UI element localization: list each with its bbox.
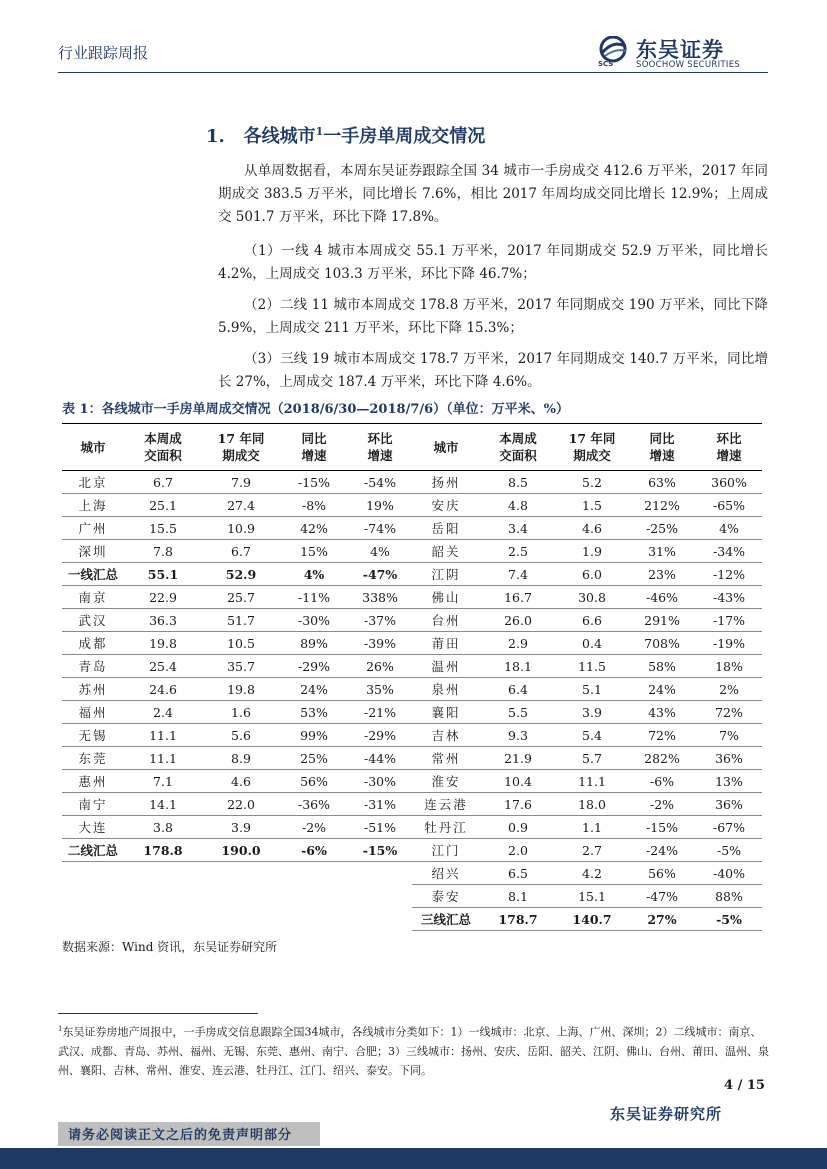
cell-wow: -54%: [348, 471, 412, 494]
cell-wow: -47%: [348, 563, 412, 586]
footnote-ref[interactable]: 1: [315, 125, 324, 138]
footnote: [58, 1020, 770, 1080]
cell-wow: -5%: [696, 908, 762, 931]
cell-yoy: -29%: [280, 655, 348, 678]
cell-week: 19.8: [124, 632, 202, 655]
cell-week: 3.4: [480, 517, 556, 540]
cell-yoy: 72%: [628, 724, 696, 747]
cell-yoy: 23%: [628, 563, 696, 586]
cell-yoy: -15%: [280, 471, 348, 494]
cell-yoy: -30%: [280, 609, 348, 632]
cell-week: 4.8: [480, 494, 556, 517]
table-row: [62, 632, 762, 655]
cell-week: 8.5: [480, 471, 556, 494]
cell-city: 北京: [62, 471, 124, 494]
cell-wow: 26%: [348, 655, 412, 678]
cell-yoy: 89%: [280, 632, 348, 655]
cell-wow: 4%: [696, 517, 762, 540]
cell-week: 14.1: [124, 793, 202, 816]
empty-cell: [348, 885, 412, 908]
cell-week: 18.1: [480, 655, 556, 678]
cell-wow: -17%: [696, 609, 762, 632]
cell-yoy: 4%: [280, 563, 348, 586]
cell-ly: 5.2: [556, 471, 628, 494]
cell-yoy: 31%: [628, 540, 696, 563]
cell-ly: 22.0: [202, 793, 280, 816]
cell-wow: 338%: [348, 586, 412, 609]
table-row: [62, 839, 762, 862]
cell-week: 6.7: [124, 471, 202, 494]
cell-yoy: 24%: [628, 678, 696, 701]
cell-city: 武汉: [62, 609, 124, 632]
cell-wow: -44%: [348, 747, 412, 770]
table-row: [62, 816, 762, 839]
cell-ly: 5.1: [556, 678, 628, 701]
cell-yoy: 58%: [628, 655, 696, 678]
table-row: [62, 586, 762, 609]
cell-wow: -43%: [696, 586, 762, 609]
cell-ly: 4.6: [202, 770, 280, 793]
cell-ly: 51.7: [202, 609, 280, 632]
cell-week: 5.5: [480, 701, 556, 724]
section-title: [206, 122, 485, 148]
col-header-city: 城市: [62, 424, 124, 471]
cell-yoy: 99%: [280, 724, 348, 747]
cell-ly: 10.9: [202, 517, 280, 540]
cell-wow: -29%: [348, 724, 412, 747]
cell-week: 11.1: [124, 724, 202, 747]
cell-wow: 35%: [348, 678, 412, 701]
table-row: [62, 563, 762, 586]
cell-week: 2.4: [124, 701, 202, 724]
cell-wow: -19%: [696, 632, 762, 655]
cell-yoy: 56%: [280, 770, 348, 793]
cell-week: 178.8: [124, 839, 202, 862]
cell-wow: -65%: [696, 494, 762, 517]
cell-city: 南京: [62, 586, 124, 609]
cell-week: 15.5: [124, 517, 202, 540]
cell-wow: 360%: [696, 471, 762, 494]
cell-yoy: -15%: [628, 816, 696, 839]
cell-ly: 7.9: [202, 471, 280, 494]
cell-city: 苏州: [62, 678, 124, 701]
cell-ly: 4.6: [556, 517, 628, 540]
cell-week: 6.4: [480, 678, 556, 701]
cell-ly: 6.6: [556, 609, 628, 632]
cell-ly: 5.4: [556, 724, 628, 747]
cell-city: 上海: [62, 494, 124, 517]
cell-yoy: -11%: [280, 586, 348, 609]
cell-wow: -40%: [696, 862, 762, 885]
cell-city: 泰安: [412, 885, 480, 908]
cell-ly: 1.6: [202, 701, 280, 724]
cell-wow: -31%: [348, 793, 412, 816]
disclaimer-text: 请务必阅读正文之后的免责声明部分: [68, 1128, 293, 1143]
section-title-text: 各线城市: [243, 126, 316, 147]
table-row: [62, 724, 762, 747]
cell-wow: -74%: [348, 517, 412, 540]
cell-city: 二线汇总: [62, 839, 124, 862]
cell-wow: 7%: [696, 724, 762, 747]
cell-week: 2.9: [480, 632, 556, 655]
cell-ly: 3.9: [202, 816, 280, 839]
data-source: 数据来源：Wind 资讯，东吴证券研究所: [62, 940, 278, 954]
cell-city: 扬州: [412, 471, 480, 494]
cell-yoy: 15%: [280, 540, 348, 563]
col-header-week-right: 本周成 交面积: [480, 424, 556, 471]
table-row: [62, 471, 762, 494]
cell-week: 11.1: [124, 747, 202, 770]
empty-cell: [280, 862, 348, 885]
cell-wow: 36%: [696, 747, 762, 770]
cell-city: 惠州: [62, 770, 124, 793]
cell-wow: -21%: [348, 701, 412, 724]
table-row: [62, 517, 762, 540]
empty-cell: [124, 908, 202, 931]
cell-city: 大连: [62, 816, 124, 839]
cell-week: 7.8: [124, 540, 202, 563]
table-row: [62, 540, 762, 563]
cell-ly: 27.4: [202, 494, 280, 517]
tier1-paragraph: （1）一线 4 城市本周成交 55.1 万平米，2017 年同期成交 52.9 万平米，同比增长 4.2%，上周成交 103.3 万平米，环比下降 46.7%；: [218, 243, 768, 282]
footnote-mark: 1: [58, 1025, 63, 1033]
cell-ly: 1.5: [556, 494, 628, 517]
cell-week: 2.5: [480, 540, 556, 563]
brand-name-cn: 东吴证券: [636, 38, 724, 62]
cell-ly: 35.7: [202, 655, 280, 678]
col-header-lastyear: 17 年同 期成交: [202, 424, 280, 471]
cell-wow: 2%: [696, 678, 762, 701]
cell-yoy: -47%: [628, 885, 696, 908]
cell-yoy: 708%: [628, 632, 696, 655]
cell-yoy: 63%: [628, 471, 696, 494]
section-number: 1.: [206, 126, 225, 147]
cell-yoy: 53%: [280, 701, 348, 724]
cell-ly: 5.6: [202, 724, 280, 747]
cell-week: 6.5: [480, 862, 556, 885]
col-header-week: 本周成 交面积: [124, 424, 202, 471]
cell-city: 三线汇总: [412, 908, 480, 931]
cell-city: 青岛: [62, 655, 124, 678]
report-type-label: 行业跟踪周报: [58, 44, 149, 62]
tier3-paragraph: （3）三线 19 城市本周成交 178.7 万平米，2017 年同期成交 140.7 万平米，同比增长 27%，上周成交 187.4 万平米，环比下降 4.6%。: [218, 351, 768, 390]
cell-city: 淮安: [412, 770, 480, 793]
cell-ly: 10.5: [202, 632, 280, 655]
cell-week: 21.9: [480, 747, 556, 770]
cell-ly: 140.7: [556, 908, 628, 931]
cell-ly: 18.0: [556, 793, 628, 816]
cell-week: 16.7: [480, 586, 556, 609]
cell-wow: 18%: [696, 655, 762, 678]
cell-ly: 1.9: [556, 540, 628, 563]
table-row: [62, 747, 762, 770]
cell-week: 36.3: [124, 609, 202, 632]
cell-ly: 15.1: [556, 885, 628, 908]
empty-cell: [62, 908, 124, 931]
cell-yoy: 212%: [628, 494, 696, 517]
cell-ly: 19.8: [202, 678, 280, 701]
section-title-text-2: 一手房单周成交情况: [323, 126, 486, 147]
cell-city: 温州: [412, 655, 480, 678]
empty-cell: [348, 862, 412, 885]
footer-institute: 东吴证券研究所: [610, 1105, 723, 1123]
cell-ly: 30.8: [556, 586, 628, 609]
cell-wow: 88%: [696, 885, 762, 908]
table-row: [62, 862, 762, 885]
cell-wow: -51%: [348, 816, 412, 839]
empty-cell: [62, 862, 124, 885]
cell-city: 南宁: [62, 793, 124, 816]
cell-city: 绍兴: [412, 862, 480, 885]
cell-wow: -15%: [348, 839, 412, 862]
brand-abbr: SCS: [598, 60, 614, 68]
cell-city: 连云港: [412, 793, 480, 816]
cell-yoy: 24%: [280, 678, 348, 701]
cell-wow: 36%: [696, 793, 762, 816]
footer-band: [0, 1148, 827, 1169]
cell-city: 安庆: [412, 494, 480, 517]
cell-city: 韶关: [412, 540, 480, 563]
cell-city: 台州: [412, 609, 480, 632]
table-row: [62, 908, 762, 931]
cell-city: 福州: [62, 701, 124, 724]
col-header-wow-right: 环比 增速: [696, 424, 762, 471]
header-rule: [58, 72, 768, 73]
cell-ly: 1.1: [556, 816, 628, 839]
cell-wow: -37%: [348, 609, 412, 632]
cell-yoy: 56%: [628, 862, 696, 885]
cell-week: 25.4: [124, 655, 202, 678]
cell-wow: -67%: [696, 816, 762, 839]
cell-city: 襄阳: [412, 701, 480, 724]
empty-cell: [62, 885, 124, 908]
empty-cell: [280, 885, 348, 908]
cell-ly: 52.9: [202, 563, 280, 586]
cell-yoy: 291%: [628, 609, 696, 632]
cell-ly: 0.4: [556, 632, 628, 655]
table-row: [62, 885, 762, 908]
cell-week: 0.9: [480, 816, 556, 839]
cell-week: 9.3: [480, 724, 556, 747]
cell-city: 江门: [412, 839, 480, 862]
cell-city: 成都: [62, 632, 124, 655]
cell-yoy: -8%: [280, 494, 348, 517]
summary-paragraph: 从单周数据看，本周东吴证券跟踪全国 34 城市一手房成交 412.6 万平米，2017 年同期成交 383.5 万平米，同比增长 7.6%，相比 2017 年周均成交同比增长 12.9%；上周成交 501.7 万平米，环比下降 17.8%。: [218, 163, 768, 225]
cell-ly: 11.1: [556, 770, 628, 793]
cell-week: 25.1: [124, 494, 202, 517]
empty-cell: [202, 908, 280, 931]
cell-week: 22.9: [124, 586, 202, 609]
cell-city: 东莞: [62, 747, 124, 770]
table-row: [62, 701, 762, 724]
cell-week: 3.8: [124, 816, 202, 839]
cell-yoy: -2%: [280, 816, 348, 839]
table-row: [62, 678, 762, 701]
cell-week: 2.0: [480, 839, 556, 862]
cell-yoy: -25%: [628, 517, 696, 540]
cell-yoy: 42%: [280, 517, 348, 540]
cell-wow: -34%: [696, 540, 762, 563]
cell-wow: -5%: [696, 839, 762, 862]
table-row: [62, 770, 762, 793]
col-header-yoy: 同比 增速: [280, 424, 348, 471]
col-header-city-right: 城市: [412, 424, 480, 471]
cell-city: 常州: [412, 747, 480, 770]
brand-name-en: SOOCHOW SECURITIES: [636, 60, 741, 70]
col-header-yoy-right: 同比 增速: [628, 424, 696, 471]
cell-city: 深圳: [62, 540, 124, 563]
cell-week: 55.1: [124, 563, 202, 586]
city-transaction-table: [62, 423, 762, 931]
table-header-row: [62, 424, 762, 471]
cell-wow: -39%: [348, 632, 412, 655]
cell-yoy: -36%: [280, 793, 348, 816]
footnote-text: 东吴证券房地产周报中，一手房成交信息跟踪全国34城市，各线城市分类如下：1）一线城市：北京、上海、广州、深圳；2）二线城市：南京、武汉、成都、青岛、苏州、福州、无锡、东莞、惠州、南宁、合肥；3）三线城市：扬州、安庆、岳阳、韶关、江阴、佛山、台州、莆田、温州、泉州、襄阳、吉林、常州、淮安、连云港、牡丹江、江门、绍兴、泰安。下同。: [58, 1025, 769, 1077]
cell-week: 17.6: [480, 793, 556, 816]
cell-week: 24.6: [124, 678, 202, 701]
page-number: 4 / 15: [724, 1078, 765, 1093]
cell-ly: 8.9: [202, 747, 280, 770]
cell-city: 无锡: [62, 724, 124, 747]
empty-cell: [202, 885, 280, 908]
tier2-paragraph: （2）二线 11 城市本周成交 178.8 万平米，2017 年同期成交 190 万平米，同比下降 5.9%，上周成交 211 万平米，环比下降 15.3%；: [218, 297, 768, 336]
cell-ly: 3.9: [556, 701, 628, 724]
cell-city: 莆田: [412, 632, 480, 655]
cell-week: 7.4: [480, 563, 556, 586]
cell-ly: 6.0: [556, 563, 628, 586]
cell-wow: 19%: [348, 494, 412, 517]
cell-city: 吉林: [412, 724, 480, 747]
cell-ly: 5.7: [556, 747, 628, 770]
cell-city: 佛山: [412, 586, 480, 609]
cell-yoy: -2%: [628, 793, 696, 816]
cell-week: 178.7: [480, 908, 556, 931]
table-row: [62, 793, 762, 816]
table-caption: 表 1：各线城市一手房单周成交情况（2018/6/30—2018/7/6）（单位：万平米、%）: [62, 402, 570, 417]
empty-cell: [124, 885, 202, 908]
cell-city: 广州: [62, 517, 124, 540]
cell-yoy: 27%: [628, 908, 696, 931]
empty-cell: [280, 908, 348, 931]
cell-city: 牡丹江: [412, 816, 480, 839]
cell-ly: 6.7: [202, 540, 280, 563]
cell-city: 岳阳: [412, 517, 480, 540]
cell-wow: -30%: [348, 770, 412, 793]
cell-yoy: 43%: [628, 701, 696, 724]
col-header-wow: 环比 增速: [348, 424, 412, 471]
cell-yoy: -6%: [628, 770, 696, 793]
cell-yoy: 25%: [280, 747, 348, 770]
empty-cell: [202, 862, 280, 885]
brand-logo: [596, 34, 771, 74]
cell-ly: 25.7: [202, 586, 280, 609]
table-row: [62, 655, 762, 678]
empty-cell: [348, 908, 412, 931]
cell-yoy: 282%: [628, 747, 696, 770]
cell-ly: 2.7: [556, 839, 628, 862]
cell-city: 江阴: [412, 563, 480, 586]
cell-city: 一线汇总: [62, 563, 124, 586]
cell-week: 10.4: [480, 770, 556, 793]
cell-yoy: -46%: [628, 586, 696, 609]
cell-wow: -12%: [696, 563, 762, 586]
cell-wow: 4%: [348, 540, 412, 563]
cell-week: 8.1: [480, 885, 556, 908]
cell-yoy: -24%: [628, 839, 696, 862]
footnote-rule: [58, 1013, 258, 1014]
empty-cell: [124, 862, 202, 885]
cell-week: 7.1: [124, 770, 202, 793]
cell-city: 泉州: [412, 678, 480, 701]
cell-ly: 4.2: [556, 862, 628, 885]
col-header-lastyear-right: 17 年同 期成交: [556, 424, 628, 471]
cell-ly: 11.5: [556, 655, 628, 678]
table-row: [62, 494, 762, 517]
cell-wow: 13%: [696, 770, 762, 793]
cell-wow: 72%: [696, 701, 762, 724]
cell-ly: 190.0: [202, 839, 280, 862]
cell-yoy: -6%: [280, 839, 348, 862]
table-row: [62, 609, 762, 632]
cell-week: 26.0: [480, 609, 556, 632]
